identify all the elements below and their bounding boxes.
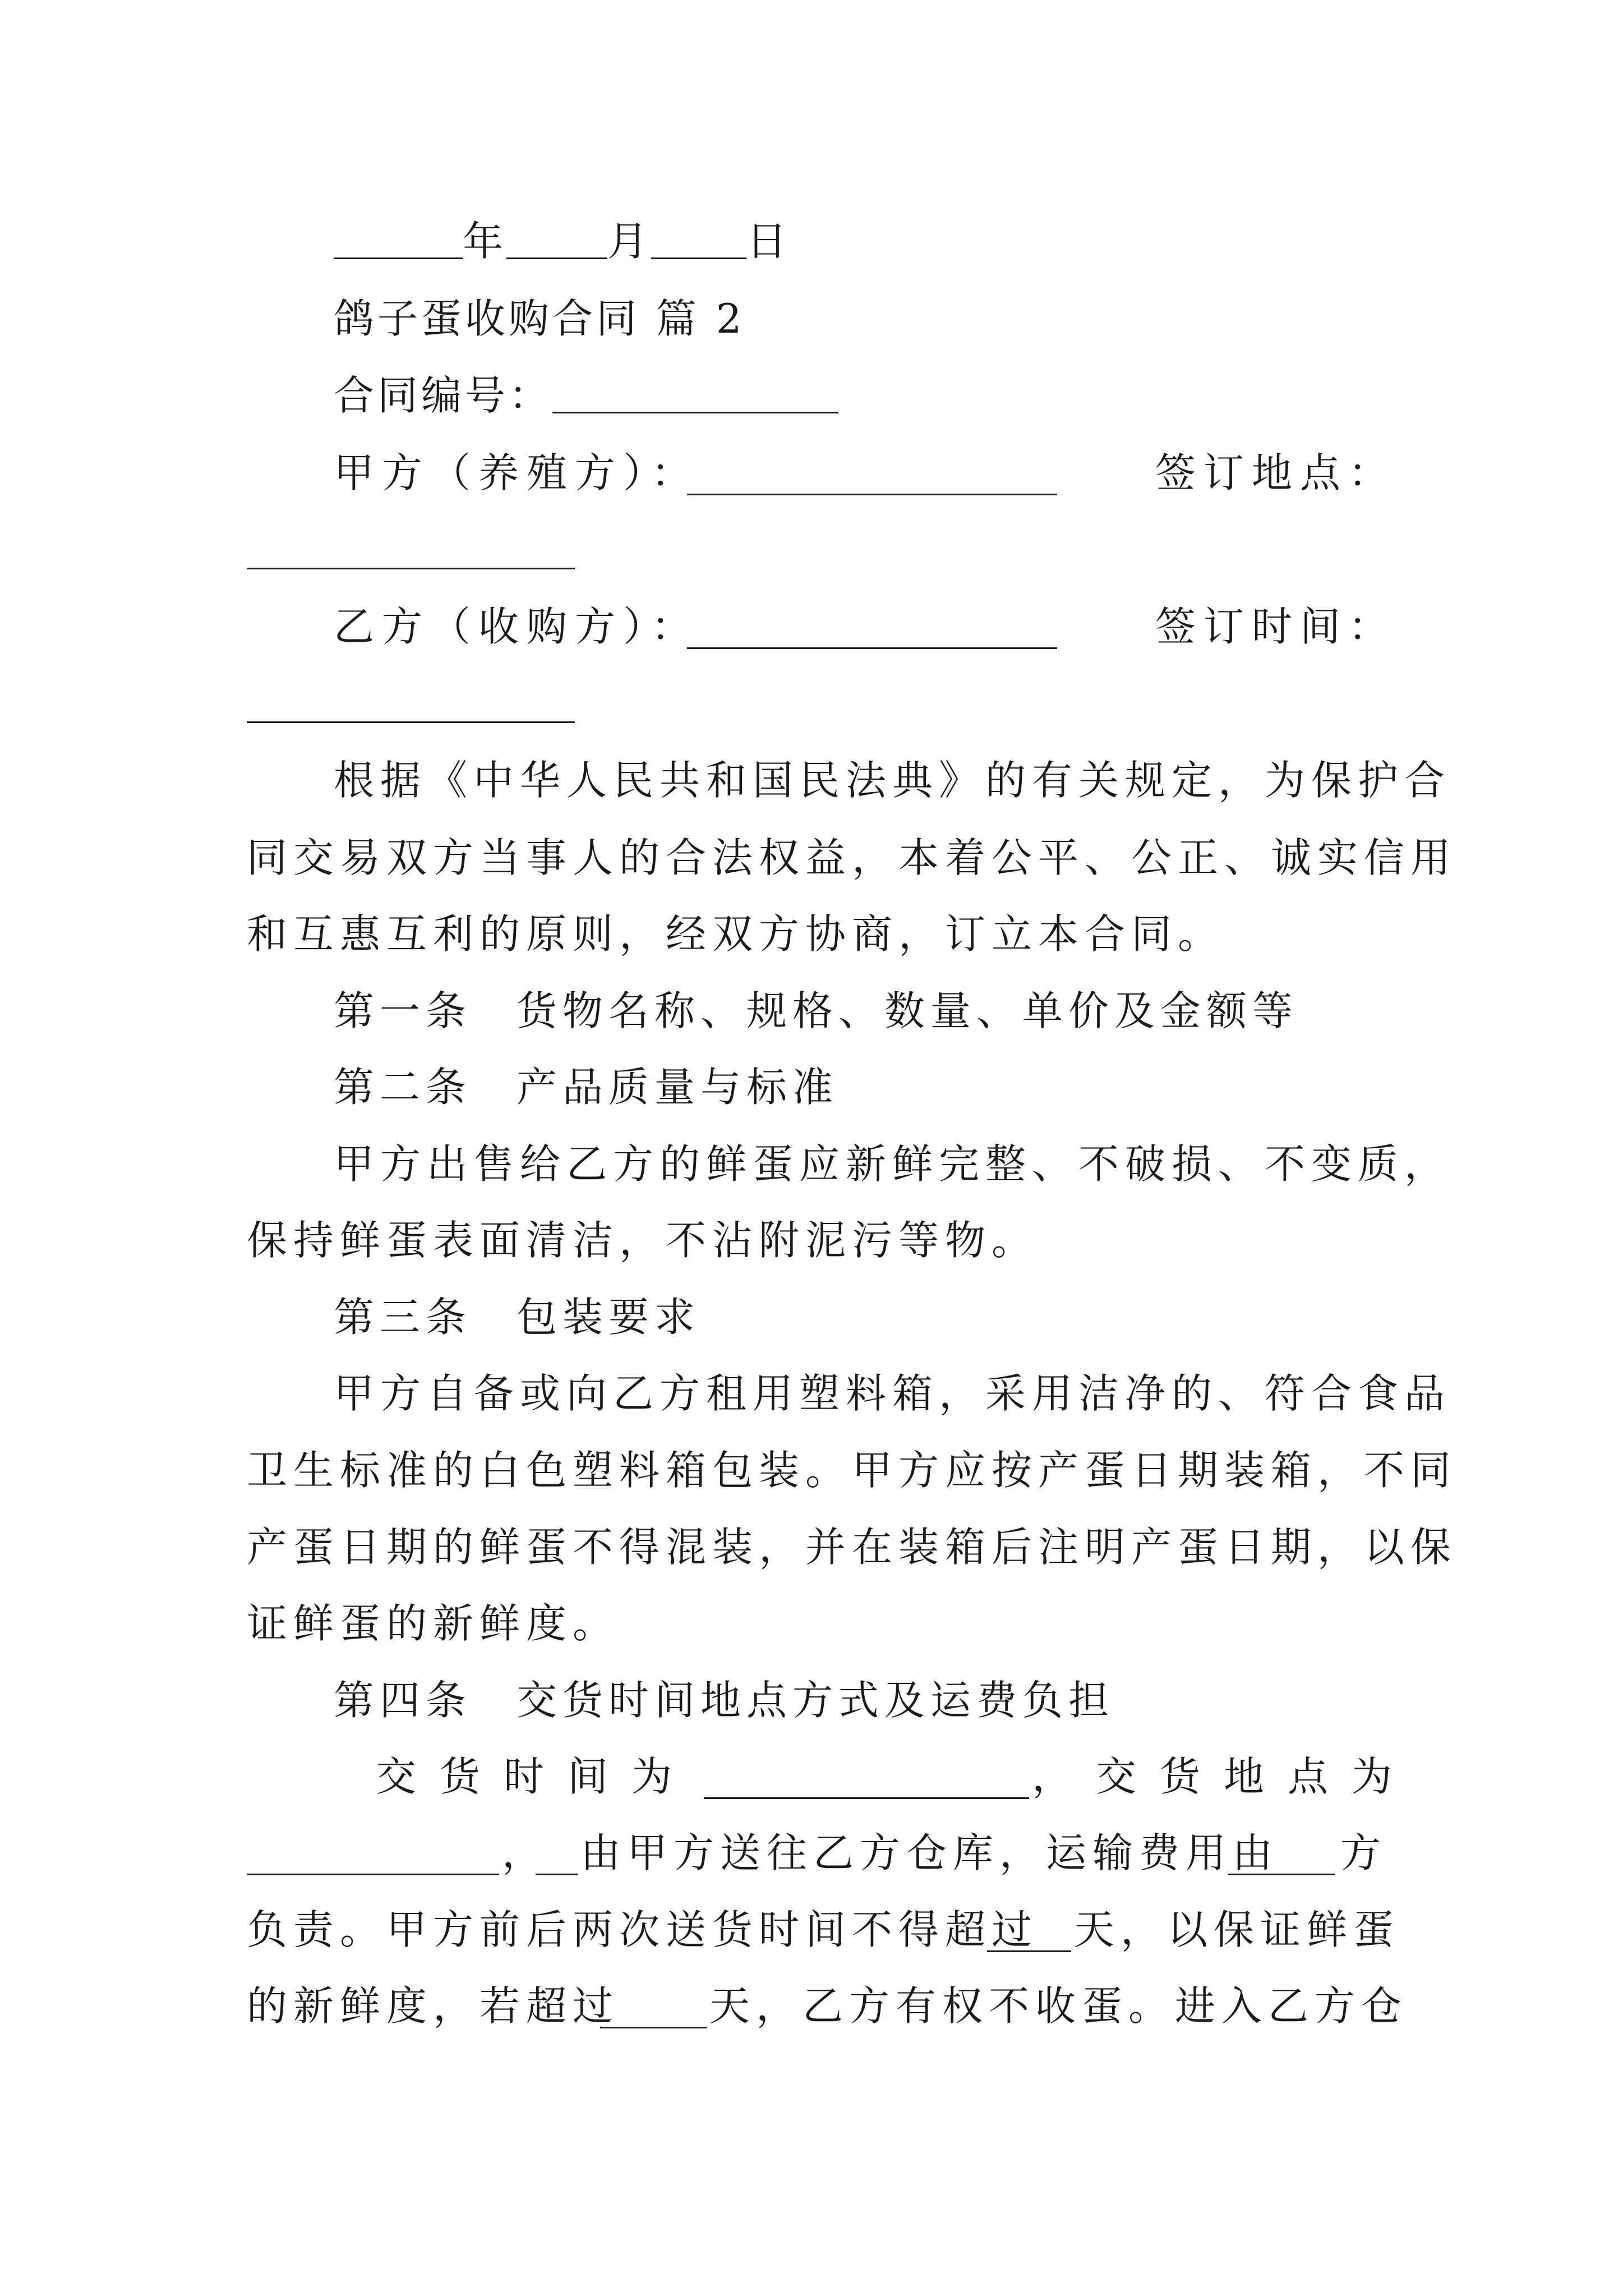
- intro-line-1: 根据《中华人民共和国民法典》的有关规定，为保护合: [334, 757, 1451, 804]
- contract-number-blank: [552, 370, 838, 413]
- article-4-body-line-3b: 天，以保证鲜蛋: [1074, 1906, 1400, 1953]
- article-2-body-line-2: 保持鲜蛋表面清洁，不沾附泥污等物。: [247, 1217, 1039, 1264]
- day-label: 日: [746, 218, 791, 265]
- sign-place-label: 签订地点：: [1155, 449, 1397, 496]
- article-3-number: 第三条: [334, 1294, 472, 1341]
- sign-time-blank: [247, 721, 575, 723]
- overdue-days-blank: [600, 2027, 707, 2028]
- party-a-blank: [687, 494, 1057, 495]
- article-4-body-line-2c: 方: [1340, 1829, 1387, 1876]
- party-b-blank: [687, 647, 1057, 649]
- article-2-heading: [334, 1062, 838, 1112]
- article-4-title: 交货时间地点方式及运费负担: [517, 1677, 1115, 1724]
- intro-line-3: 和互惠互利的原则，经双方协商，订立本合同。: [247, 910, 1225, 958]
- article-4-body-line-2b: 由甲方送往乙方仓库，运输费用由: [580, 1829, 1279, 1876]
- article-4-body-line-4a: 的新鲜度，若超过: [247, 1982, 620, 2030]
- date-line: [334, 216, 790, 266]
- delivery-place-blank: [247, 1874, 499, 1875]
- article-3-body-line-3: 产蛋日期的鲜蛋不得混装，并在装箱后注明产蛋日期，以保: [247, 1524, 1458, 1571]
- contract-title: 鸽子蛋收购合同 篇 2: [334, 295, 745, 342]
- year-blank: [334, 216, 463, 259]
- year-label: 年: [463, 218, 507, 265]
- article-1-title: 货物名称、规格、数量、单价及金额等: [517, 987, 1299, 1034]
- article-4-body-line-1b: ，交货地点为: [1032, 1753, 1416, 1800]
- article-3-body-line-2: 卫生标准的白色塑料箱包装。甲方应按产蛋日期装箱，不同: [247, 1447, 1458, 1494]
- article-1-heading: [334, 986, 1298, 1036]
- delivery-time-blank: [704, 1797, 1029, 1799]
- article-4-body-line-4b: 天，乙方有权不收蛋。进入乙方仓: [709, 1982, 1408, 2030]
- month-label: 月: [607, 218, 652, 265]
- month-blank: [506, 216, 607, 259]
- article-2-title: 产品质量与标准: [517, 1064, 839, 1111]
- article-3-body-line-4: 证鲜蛋的新鲜度。: [247, 1600, 620, 1647]
- article-2-body-line-1: 甲方出售给乙方的鲜蛋应新鲜完整、不破损、不变质，: [334, 1140, 1451, 1188]
- article-4-heading: [334, 1675, 1114, 1726]
- party-a-label: 甲方（养殖方）：: [334, 449, 700, 496]
- party-b-label: 乙方（收购方）：: [334, 603, 700, 650]
- article-4-number: 第四条: [334, 1677, 472, 1724]
- interval-days-blank: [987, 1950, 1071, 1952]
- article-3-heading: [334, 1292, 700, 1342]
- article-1-number: 第一条: [334, 987, 472, 1034]
- contract-number-line: [334, 370, 838, 421]
- delivery-mode-blank: [536, 1874, 578, 1875]
- intro-line-2: 同交易双方当事人的合法权益，本着公平、公正、诚实信用: [247, 834, 1458, 881]
- article-2-number: 第二条: [334, 1064, 472, 1111]
- article-4-body-line-2a: ，: [502, 1829, 549, 1876]
- article-3-title: 包装要求: [517, 1294, 701, 1341]
- sign-place-blank: [247, 568, 575, 569]
- article-4-body-line-3a: 负责。甲方前后两次送货时间不得超过: [247, 1906, 1039, 1953]
- article-3-body-line-1: 甲方自备或向乙方租用塑料箱，采用洁净的、符合食品: [334, 1370, 1451, 1417]
- freight-party-blank: [1228, 1874, 1335, 1875]
- contract-number-label: 合同编号：: [334, 372, 553, 419]
- article-4-body-line-1a: 交货时间为: [376, 1753, 696, 1800]
- sign-time-label: 签订时间：: [1155, 603, 1397, 650]
- day-blank: [651, 216, 746, 259]
